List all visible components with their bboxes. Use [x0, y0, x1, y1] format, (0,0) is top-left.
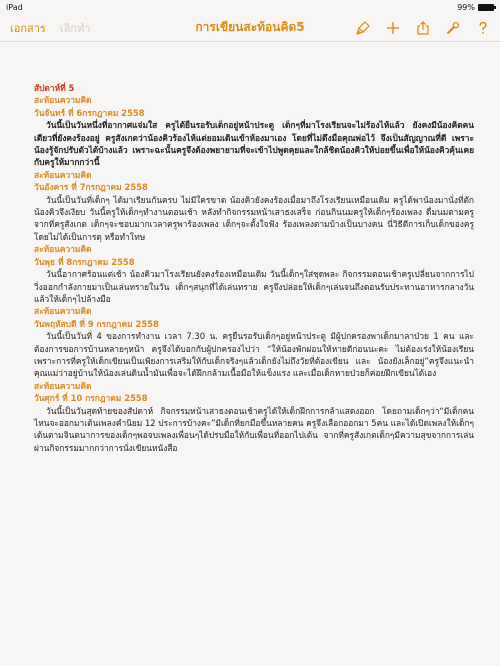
documents-button[interactable]: เอกสาร — [10, 21, 46, 35]
document-body[interactable] — [34, 82, 474, 454]
battery-fill — [479, 5, 493, 10]
entry-friday — [34, 380, 474, 454]
battery-status — [457, 3, 494, 12]
entry-date: วันพฤหัสบดี ที่ 9 กรกฎาคม 2558 — [34, 318, 159, 329]
entry-date: วันอังคาร ที่ 7กรกฎาคม 2558 — [34, 182, 148, 193]
battery-percent: 99% — [457, 2, 475, 12]
brush-icon[interactable] — [356, 21, 370, 35]
document-title[interactable]: การเขียนสะท้อนคิด5 — [195, 20, 305, 34]
help-icon[interactable] — [476, 21, 490, 35]
battery-icon — [478, 4, 494, 11]
entry-heading: สะท้อนความคิด — [34, 380, 92, 391]
entry-text: วันนี้เป็นวันที่ 4 ของการทำงาน เวลา 7.30 น. ครูยืนรอรับเด็กๆอยู่หน้าประตู มีผู้ปกครองพาเด็กมาลาป่วย 1 คน และต้องการขอการบ้านหลายๆหน้า ครูจึงได้บอกกับผู้ปกครองไปว่า “ให้น้องพักผ่อนให้หายดีก่อนนะคะ ไม่ต้องเร่งให้น้องเรียน เพราะการที่ครูให้เด็กเขียนเป็นเพียงการเสริมให้กับเด็กจริงๆแล้วเด็กยังไม่ถึงวัยที่ต้องเขียน และ น้องยังเล็กอยู่”ครูจึงแนะนำคุณแม่ว่าอยู่บ้านให้น้องเล่นดินน้ำมันเพื่อจะได้ฝึกกล้ามเนื้อมือให้แข็งแรง และเมื่อเด็กหายป่วยก็ค่อยฝึกเขียนได้เอง — [34, 331, 474, 379]
week-title: สัปดาห์ที่ 5 — [34, 83, 75, 93]
add-icon[interactable] — [386, 21, 400, 35]
entry-thursday — [34, 305, 474, 379]
toolbar — [0, 14, 500, 42]
entry-heading: สะท้อนความคิด — [34, 306, 92, 317]
entry-text: วันนี้เป็นวันหนึ่งที่อากาศแจ่มใส ครูได้ยืนรอรับเด็กอยู่หน้าประตู เด็กๆที่มาโรงเรียนจะไม่ร้องไห้แล้ว ยังคงมีน้องคิดคนเดียวที่ยังคงร้องอยู่ ครูสังเกตว่าน้องคิวร้องไห้แต่ยอมเดินเข้าห้องมาเอง โดยที่ไม่ดึงมือคุณพ่อไว้ จึงเป็นสัญญาณที่ดี เพราะน้องรู้จักปรับตัวได้บ้างแล้ว เพราะฉะนั้นครูจึงต้องพยายามที่จะเข้าไปพูดคุยและใกล้ชิดน้องคิวให้บ่อยขึ้นเพื่อให้น้องคิวคุ้นเคยกับครูให้มากกว่านี้ — [34, 120, 474, 168]
entry-text: วันนี้เป็นวันที่เด็กๆ ได้มาเรียนกันครบ ไม่มีใครขาด น้องคิวยังคงร้องเมื่อมาถึงโรงเรียนเหมือนเดิม ครูได้พาน้องมานั่งที่ตักน้องคิวจึงเงียบ วันนี้ครูให้เด็กๆทำงานตอนเช้า หลังทำกิจกรรมหน้าเสาธงเสร็จ ก่อนกินนมครูให้เด็กๆร้องเพลง ดื่มนมตามครู จากที่ครูสังเกต เด็กๆจะชอบมากเวลาครูพาร้องเพลง เด็กๆจะตั้งใจฟัง ร้องเพลงตามบ้างเป็นบางคน นี่วิธีดีการเก็บเด็กของครูโดยไม่ได้เป็นการดุ หรือทำโทษ — [34, 194, 474, 242]
undo-button[interactable]: เลิกทำ — [59, 21, 91, 35]
entry-heading: สะท้อนความคิด — [34, 244, 92, 255]
entry-heading: สะท้อนความคิด — [34, 95, 92, 106]
entry-date: วันศุกร์ ที่ 10 กรกฎาคม 2558 — [34, 393, 148, 404]
wrench-icon[interactable] — [446, 21, 460, 35]
entry-heading: สะท้อนความคิด — [34, 169, 92, 180]
entry-wednesday — [34, 243, 474, 305]
device-label: iPad — [6, 2, 23, 12]
entry-monday — [34, 94, 474, 168]
entry-date: วันจันทร์ ที่ 6กรกฎาคม 2558 — [34, 107, 145, 118]
share-icon[interactable] — [416, 21, 430, 35]
entry-date: วันพุธ ที่ 8กรกฎาคม 2558 — [34, 256, 135, 267]
entry-text: วันนี้อากาศร้อนแต่เช้า น้องคิวมาโรงเรียนยังคงร้องเหมือนเดิม วันนี้เด็กๆใส่ชุดพละ กิจกรรมตอนเช้าครูเปลี่ยนจากการไปวิ่งออกกำลังกายมาเป็นเล่นทรายในวัน เด็กๆสนุกที่ได้เล่นทราย ครูจึงปล่อยให้เด็กๆเล่นจนถึงตอนรับประทานอาหารกลางวัน แล้วให้เด็กๆไปล้างมือ — [34, 269, 474, 304]
entry-tuesday — [34, 169, 474, 243]
status-bar — [0, 0, 500, 14]
entry-text: วันนี้เป็นวันสุดท้ายของสัปดาห์ กิจกรรมหน้าเสาธงตอนเช้าครูได้ให้เด็กฝึกการกล้าแสดงออก โดยถามเด็กๆว่า“มีเด็กคนไหนจะออกมาเต้นเพลงคำนิยม 12 ประการบ้างคะ”มีเด็กที่ยกมือขึ้นหลายคน ครูจึงเลือกออกมา 5คน และได้เปิดเพลงให้เด็กๆเต้นตามจินตนาการของเด็กๆพอจบเพลงเพื่อนๆได้ปรบมือให้กับเพื่อนที่ออกไปเต้น จากที่ครูสังเกตเด็กๆมีความสุขจากการเล่นผ่านกิจกรรมมากกว่าการนั่งเขียนหนังสือ — [34, 405, 474, 453]
